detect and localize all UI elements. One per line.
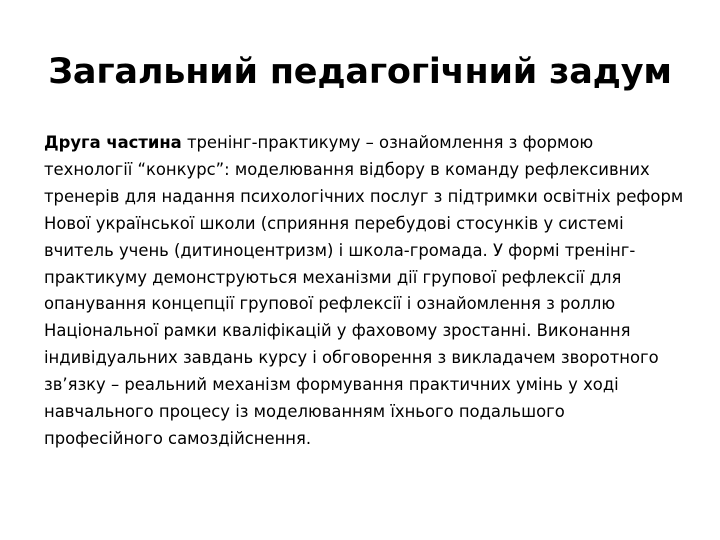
slide-body-paragraph (44, 130, 684, 453)
slide-title: Загальний педагогічний задум (48, 52, 672, 92)
body-lead-text: Друга частина (44, 133, 182, 152)
body-text: тренінг-практикуму – ознайомлення з формою технології “конкурс”: моделювання відбору в команду рефлексивних тренерів для надання психологічних послуг з підтримки освітніх реформ Нової української школи (сприяння перебудові стосунків у системі вчитель учень (дитиноцентризм) і школа-громада. У формі тренінг-практикуму демонструються механізми дії групової рефлексії для опанування концепції групової рефлексії і ознайомлення з роллю Національної рамки кваліфікацій у фаховому зростанні. Виконання індивідуальних завдань курсу і обговорення з викладачем зворотного зв’язку – реальний механізм формування практичних умінь у ході навчального процесу із моделюванням їхнього подальшого професійного самоздійснення. (44, 133, 684, 448)
